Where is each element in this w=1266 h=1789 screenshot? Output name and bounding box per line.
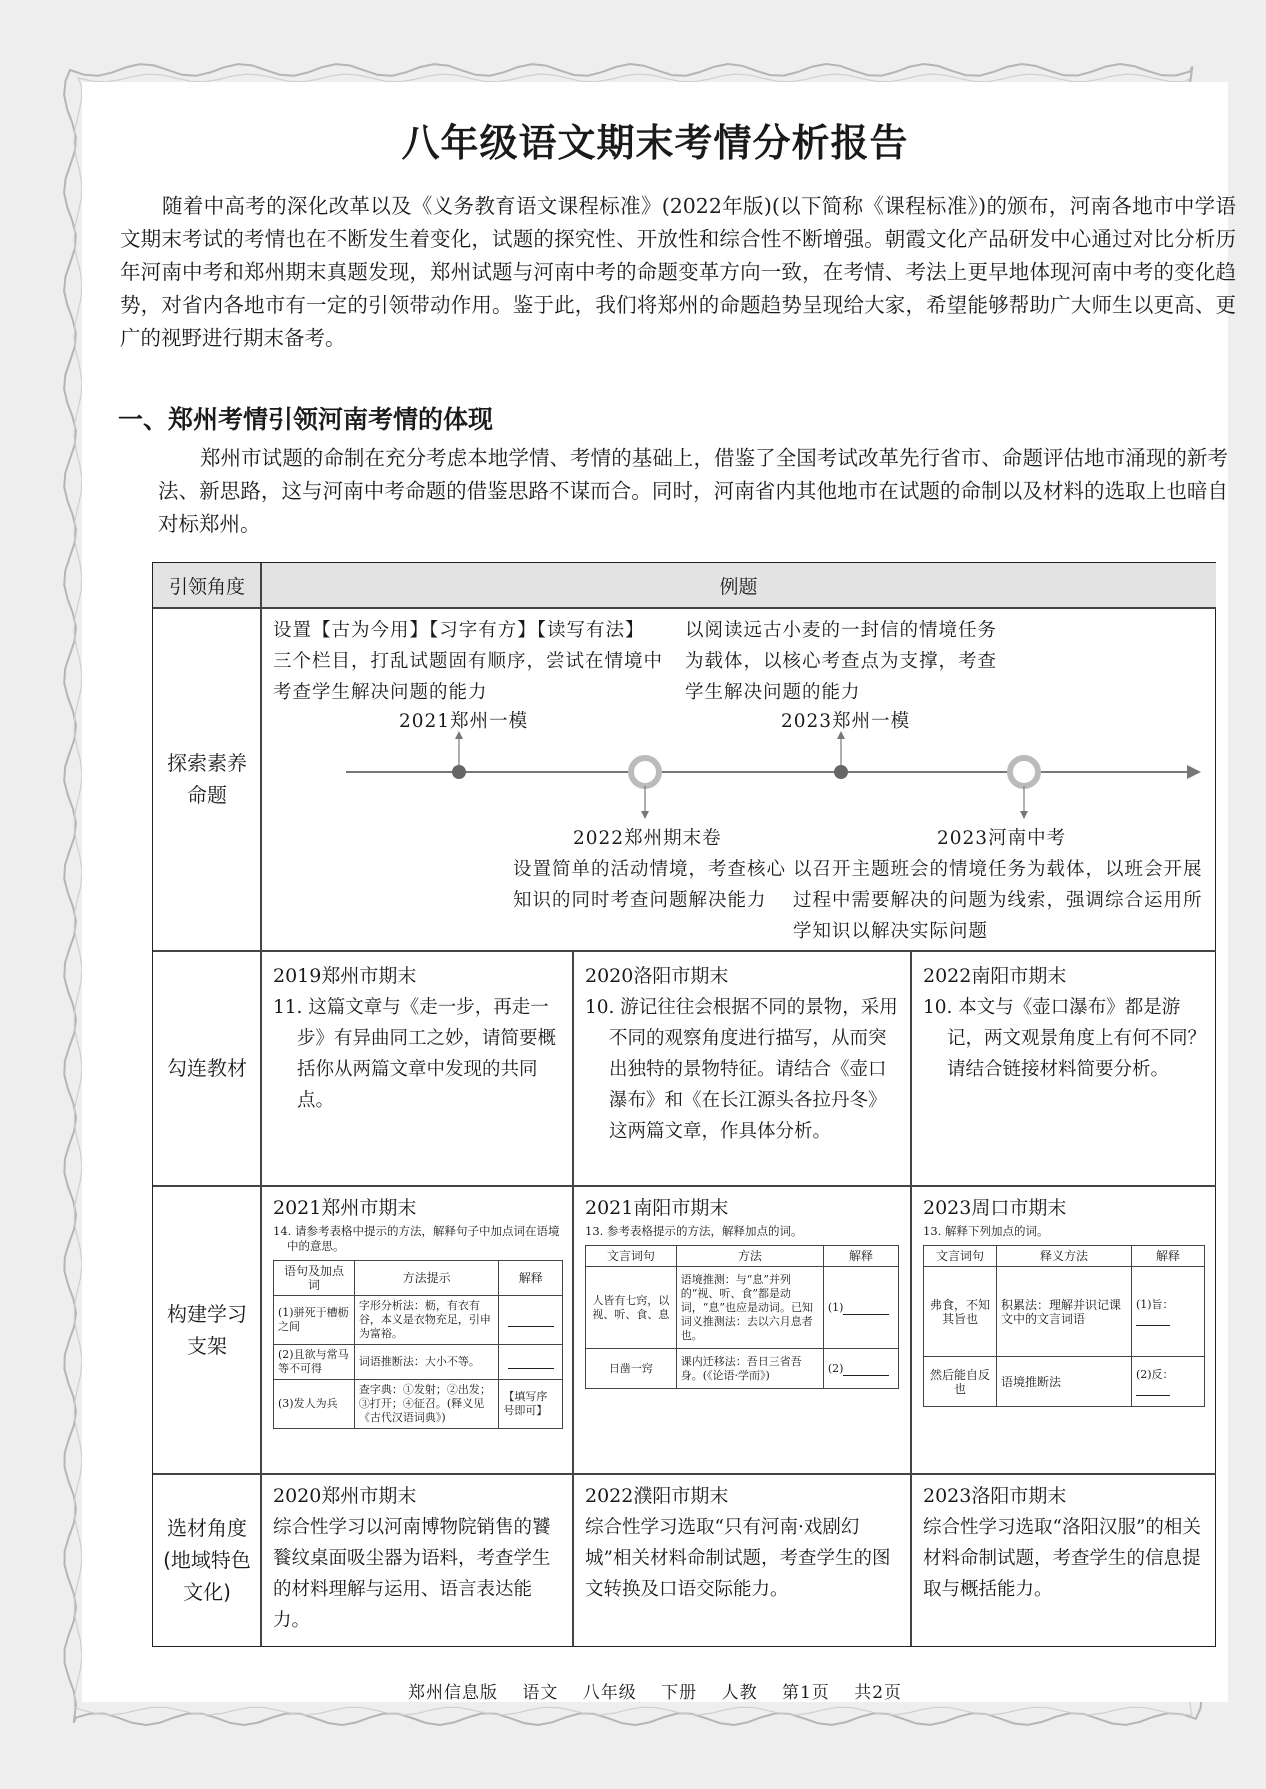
table-header-angle: 引领角度: [153, 563, 261, 607]
timeline-tag-2022: 2022郑州期末卷: [573, 828, 722, 849]
row-label-literacy: 探索素养命题: [167, 750, 247, 807]
textbook-cell-1: 2019郑州市期末 11. 这篇文章与《走一步，再走一步》有异曲同工之妙，请简要概括你从两篇文章中发现的共同点。: [273, 965, 557, 1111]
answer-blank: [508, 1357, 554, 1369]
answer-blank: [843, 1303, 889, 1315]
scaffold-table-3: 文言词句 释义方法 解释 弗食，不知其旨也 积累法：理解并识记课文中的文言词语 (1)旨： 然后能自反也 语境推断法 (2)反：: [923, 1245, 1205, 1407]
timeline-dot-2023a: [834, 765, 848, 779]
analysis-table: [152, 562, 1216, 1647]
scaffold-cell-1: 2021郑州市期末 14. 请参考表格中提示的方法，解释句子中加点词在语境中的意思。 语句及加点词 方法提示 解释 (1)骈死于槽枥之间 字形分析法：枥，有衣有谷，本义是衣物充足，引申为富裕。 (2)且欲与常马等不可得 词语推断法：大小不等。 (3)发人为兵 查字典：①发射；②出发；③打开；④征召。(释义见《古代汉语词典》) 【填写序号即可】: [273, 1193, 563, 1429]
timeline-desc-2022: 设置简单的活动情境，考查核心知识的同时考查问题解决能力: [513, 859, 787, 911]
scaffold-table-1: 语句及加点词 方法提示 解释 (1)骈死于槽枥之间 字形分析法：枥，有衣有谷，本义是衣物充足，引申为富裕。 (2)且欲与常马等不可得 词语推断法：大小不等。 (3)发人为兵 查字典：①发射；②出发；③打开；④征召。(释义见《古代汉语词典》) 【填写序号即可】: [273, 1260, 563, 1429]
timeline-tag-2023a: 2023郑州一模: [781, 711, 911, 732]
timeline-desc-2023a: 以阅读远古小麦的一封信的情境任务为载体，以核心考查点为支撑，考查学生解决问题的能力: [685, 620, 998, 703]
material-cell-1: 2020郑州市期末 综合性学习以河南博物院销售的饕餮纹桌面吸尘器为语料，考查学生的材料理解与运用、语言表达能力。: [273, 1485, 551, 1631]
answer-blank: [843, 1364, 889, 1376]
timeline-arrow-icon: [1187, 765, 1201, 779]
answer-blank: [1136, 1314, 1170, 1326]
answer-blank: [508, 1315, 554, 1327]
row-label-scaffold: 构建学习支架: [167, 1301, 247, 1358]
timeline-desc-2021: 设置【古为今用】【习字有方】【读写有法】三个栏目，打乱试题固有顺序，尝试在情境中考查学生解决问题的能力: [273, 620, 664, 703]
material-cell-2: 2022濮阳市期末 综合性学习选取“只有河南·戏剧幻城”相关材料命制试题，考查学生的图文转换及口语交际能力。: [585, 1485, 891, 1600]
answer-blank: [1136, 1384, 1170, 1396]
page-title: 八年级语文期末考情分析报告: [401, 121, 909, 165]
row-label-material: 选材角度(地域特色文化): [163, 1516, 251, 1604]
scaffold-cell-3: 2023周口市期末 13. 解释下列加点的词。 文言词句 释义方法 解释 弗食，不知其旨也 积累法：理解并识记课文中的文言词语 (1)旨： 然后能自反也 语境推断法 (2)反：: [923, 1193, 1205, 1407]
timeline-ring-2023b: [1010, 758, 1038, 786]
table-header-examples: 例题: [261, 563, 1216, 607]
textbook-cell-2: 2020洛阳市期末 10. 游记往往会根据不同的景物，采用不同的观察角度进行描写，从而突出独特的景物特征。请结合《壶口瀑布》和《在长江源头各拉丹冬》这两篇文章，作具体分析。: [585, 965, 898, 1142]
timeline-tag-2023b: 2023河南中考: [937, 828, 1067, 849]
timeline-dot-2021: [452, 765, 466, 779]
timeline-desc-2023b: 以召开主题班会的情境任务为载体，以班会开展过程中需要解决的问题为线索，强调综合运用所学知识以解决实际问题: [793, 859, 1203, 942]
section-heading: 一、郑州考情引领河南考情的体现: [118, 405, 494, 434]
page-footer: 郑州信息版 语文 八年级 下册 人教 第1页 共2页: [407, 1683, 903, 1703]
scaffold-cell-2: 2021南阳市期末 13. 参考表格提示的方法，解释加点的词。 文言词句 方法 解释 人皆有七窍，以视、听、食、息 语境推测：与“息”并列的“视、听、食”都是动词，“息”也应是动词。已知词义推测法：去以六月息者也。 (1) 日凿一窍 课内迁移法：吾日三省吾身。(《论语·学而》) (2): [585, 1193, 899, 1389]
section-paragraph: 郑州市试题的命制在充分考虑本地学情、考情的基础上，借鉴了全国考试改革先行省市、命题评估地市涌现的新考法、新思路，这与河南中考命题的借鉴思路不谋而合。同时，河南省内其他地市在试题的命制以及材料的选取上也暗自对标郑州。: [158, 446, 1228, 536]
timeline-ring-2022: [631, 758, 659, 786]
page-sheet: [82, 82, 1236, 1703]
row-label-textbook: 勾连教材: [167, 1056, 247, 1080]
intro-paragraph: 随着中高考的深化改革以及《义务教育语文课程标准》(2022年版)(以下简称《课程标准》)的颁布，河南各地市中学语文期末考试的考情也在不断发生着变化，试题的探究性、开放性和综合性不断增强。朝霞文化产品研发中心通过对比分析历年河南中考和郑州期末真题发现，郑州试题与河南中考的命题变革方向一致，在考情、考法上更早地体现河南中考的变化趋势，对省内各地市有一定的引领带动作用。鉴于此，我们将郑州的命题趋势呈现给大家，希望能够帮助广大师生以更高、更广的视野进行期末备考。: [120, 194, 1236, 350]
scaffold-table-2: 文言词句 方法 解释 人皆有七窍，以视、听、食、息 语境推测：与“息”并列的“视、听、食”都是动词，“息”也应是动词。已知词义推测法：去以六月息者也。 (1) 日凿一窍 课内迁移法：吾日三省吾身。(《论语·学而》) (2): [585, 1245, 899, 1389]
timeline-tag-2021: 2021郑州一模: [399, 711, 529, 732]
textbook-cell-3: 2022南阳市期末 10. 本文与《壶口瀑布》都是游记，两文观景角度上有何不同？请结合链接材料简要分析。: [923, 965, 1207, 1080]
material-cell-3: 2023洛阳市期末 综合性学习选取“洛阳汉服”的相关材料命制试题，考查学生的信息提取与概括能力。: [923, 1485, 1201, 1600]
